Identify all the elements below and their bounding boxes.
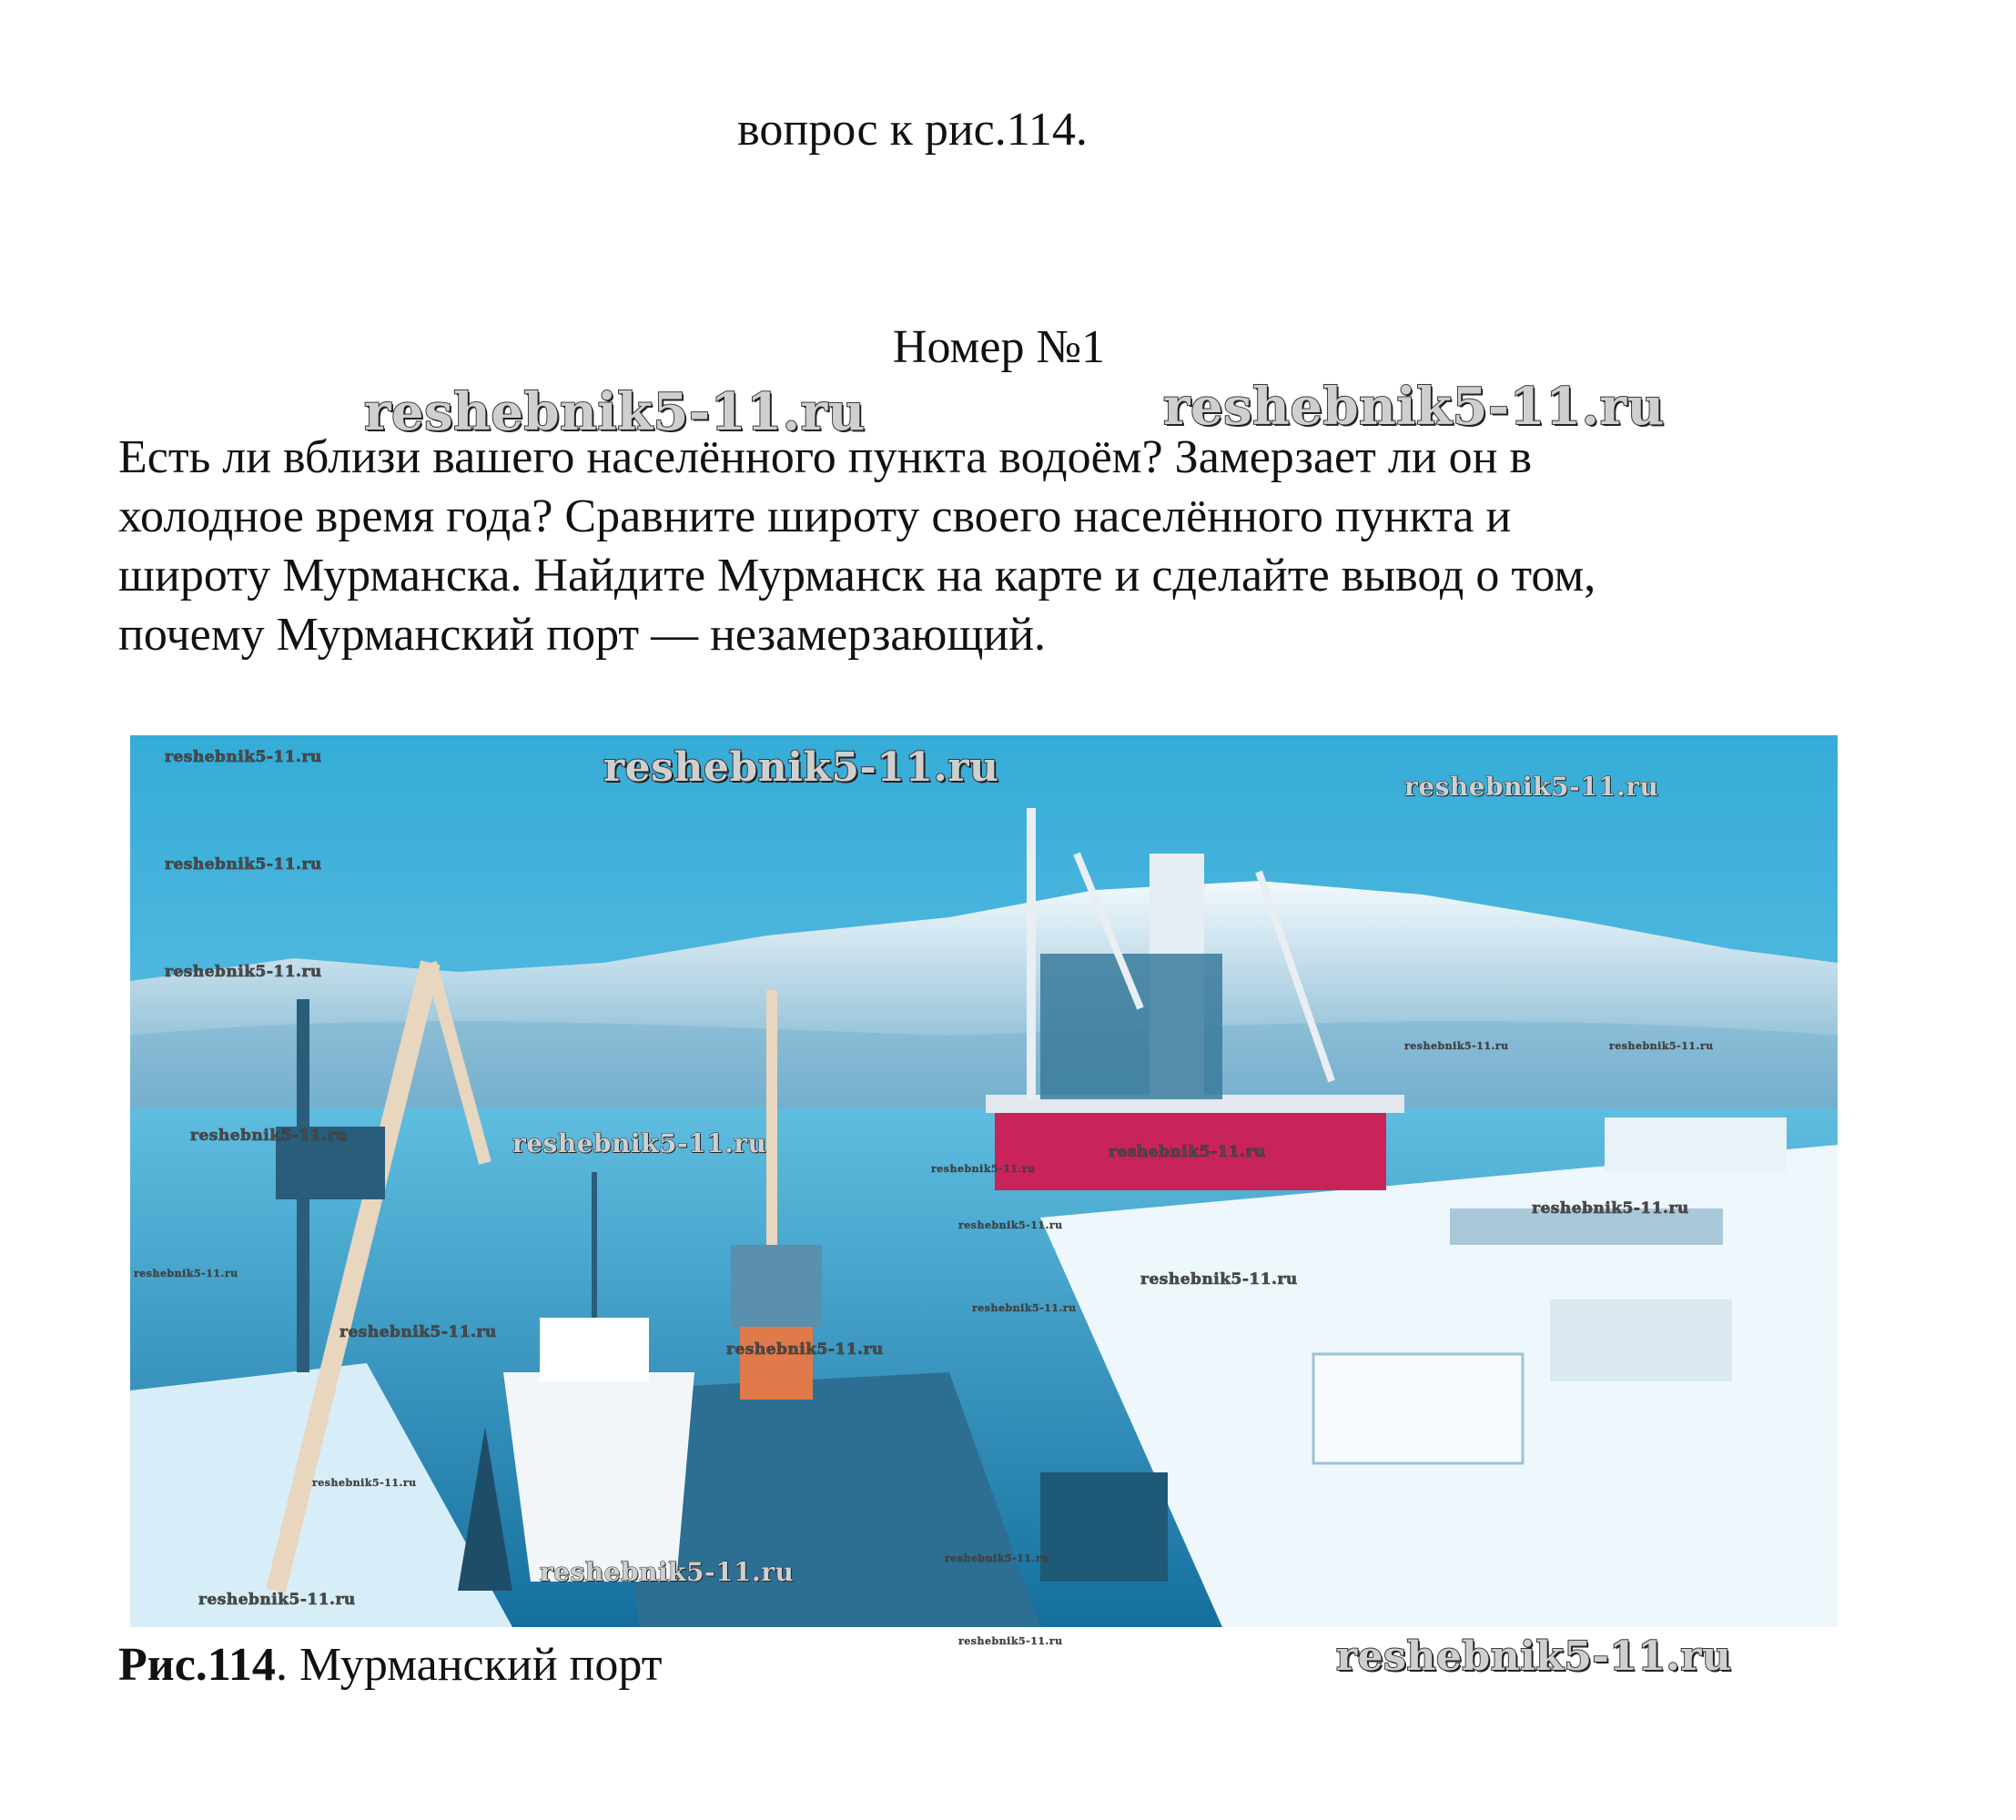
top-heading: вопрос к рис.114. xyxy=(737,104,1088,156)
watermark: reshebnik5-11.ru xyxy=(972,1302,1077,1314)
figure-caption xyxy=(118,1638,662,1693)
watermark: reshebnik5-11.ru xyxy=(958,1219,1063,1231)
watermark: reshebnik5-11.ru xyxy=(1404,772,1659,802)
watermark: reshebnik5-11.ru xyxy=(364,382,866,442)
watermark: reshebnik5-11.ru xyxy=(165,748,322,766)
watermark: reshebnik5-11.ru xyxy=(165,855,322,874)
watermark: reshebnik5-11.ru xyxy=(512,1128,767,1158)
question-line: Есть ли вблизи вашего населённого пункта водоём? Замерзает ли он в xyxy=(118,431,1532,483)
watermark: reshebnik5-11.ru xyxy=(931,1163,1036,1175)
watermark: reshebnik5-11.ru xyxy=(1404,1040,1509,1052)
watermark: reshebnik5-11.ru xyxy=(1609,1040,1714,1052)
watermark: reshebnik5-11.ru xyxy=(958,1635,1063,1647)
watermark: reshebnik5-11.ru xyxy=(134,1268,238,1279)
figure-label: Рис.114 xyxy=(118,1639,276,1691)
watermark: reshebnik5-11.ru xyxy=(1109,1143,1266,1161)
question-line: широту Мурманска. Найдите Мурманск на карте и сделайте вывод о том, xyxy=(118,550,1596,602)
question-line: почему Мурманский порт — незамерзающий. xyxy=(118,609,1047,661)
watermark: reshebnik5-11.ru xyxy=(190,1127,348,1145)
figure-caption-text: . Мурманский порт xyxy=(275,1639,663,1691)
question-text xyxy=(118,428,1939,664)
watermark: reshebnik5-11.ru xyxy=(312,1477,417,1489)
watermark: reshebnik5-11.ru xyxy=(165,963,322,981)
watermark: reshebnik5-11.ru xyxy=(1163,377,1665,437)
watermark: reshebnik5-11.ru xyxy=(540,1557,795,1587)
watermark: reshebnik5-11.ru xyxy=(945,1552,1049,1564)
watermark: reshebnik5-11.ru xyxy=(1532,1199,1689,1218)
watermark: reshebnik5-11.ru xyxy=(198,1591,356,1609)
question-line: холодное время года? Сравните широту своего населённого пункта и xyxy=(118,490,1512,542)
watermark: reshebnik5-11.ru xyxy=(726,1340,884,1359)
murmansk-port-photo xyxy=(130,735,1838,1627)
number-heading: Номер №1 xyxy=(892,321,1106,373)
watermark: reshebnik5-11.ru xyxy=(339,1323,497,1341)
port-illustration xyxy=(130,735,1838,1627)
watermark: reshebnik5-11.ru xyxy=(603,744,999,791)
watermark: reshebnik5-11.ru xyxy=(1140,1270,1298,1289)
watermark: reshebnik5-11.ru xyxy=(1336,1633,1732,1680)
